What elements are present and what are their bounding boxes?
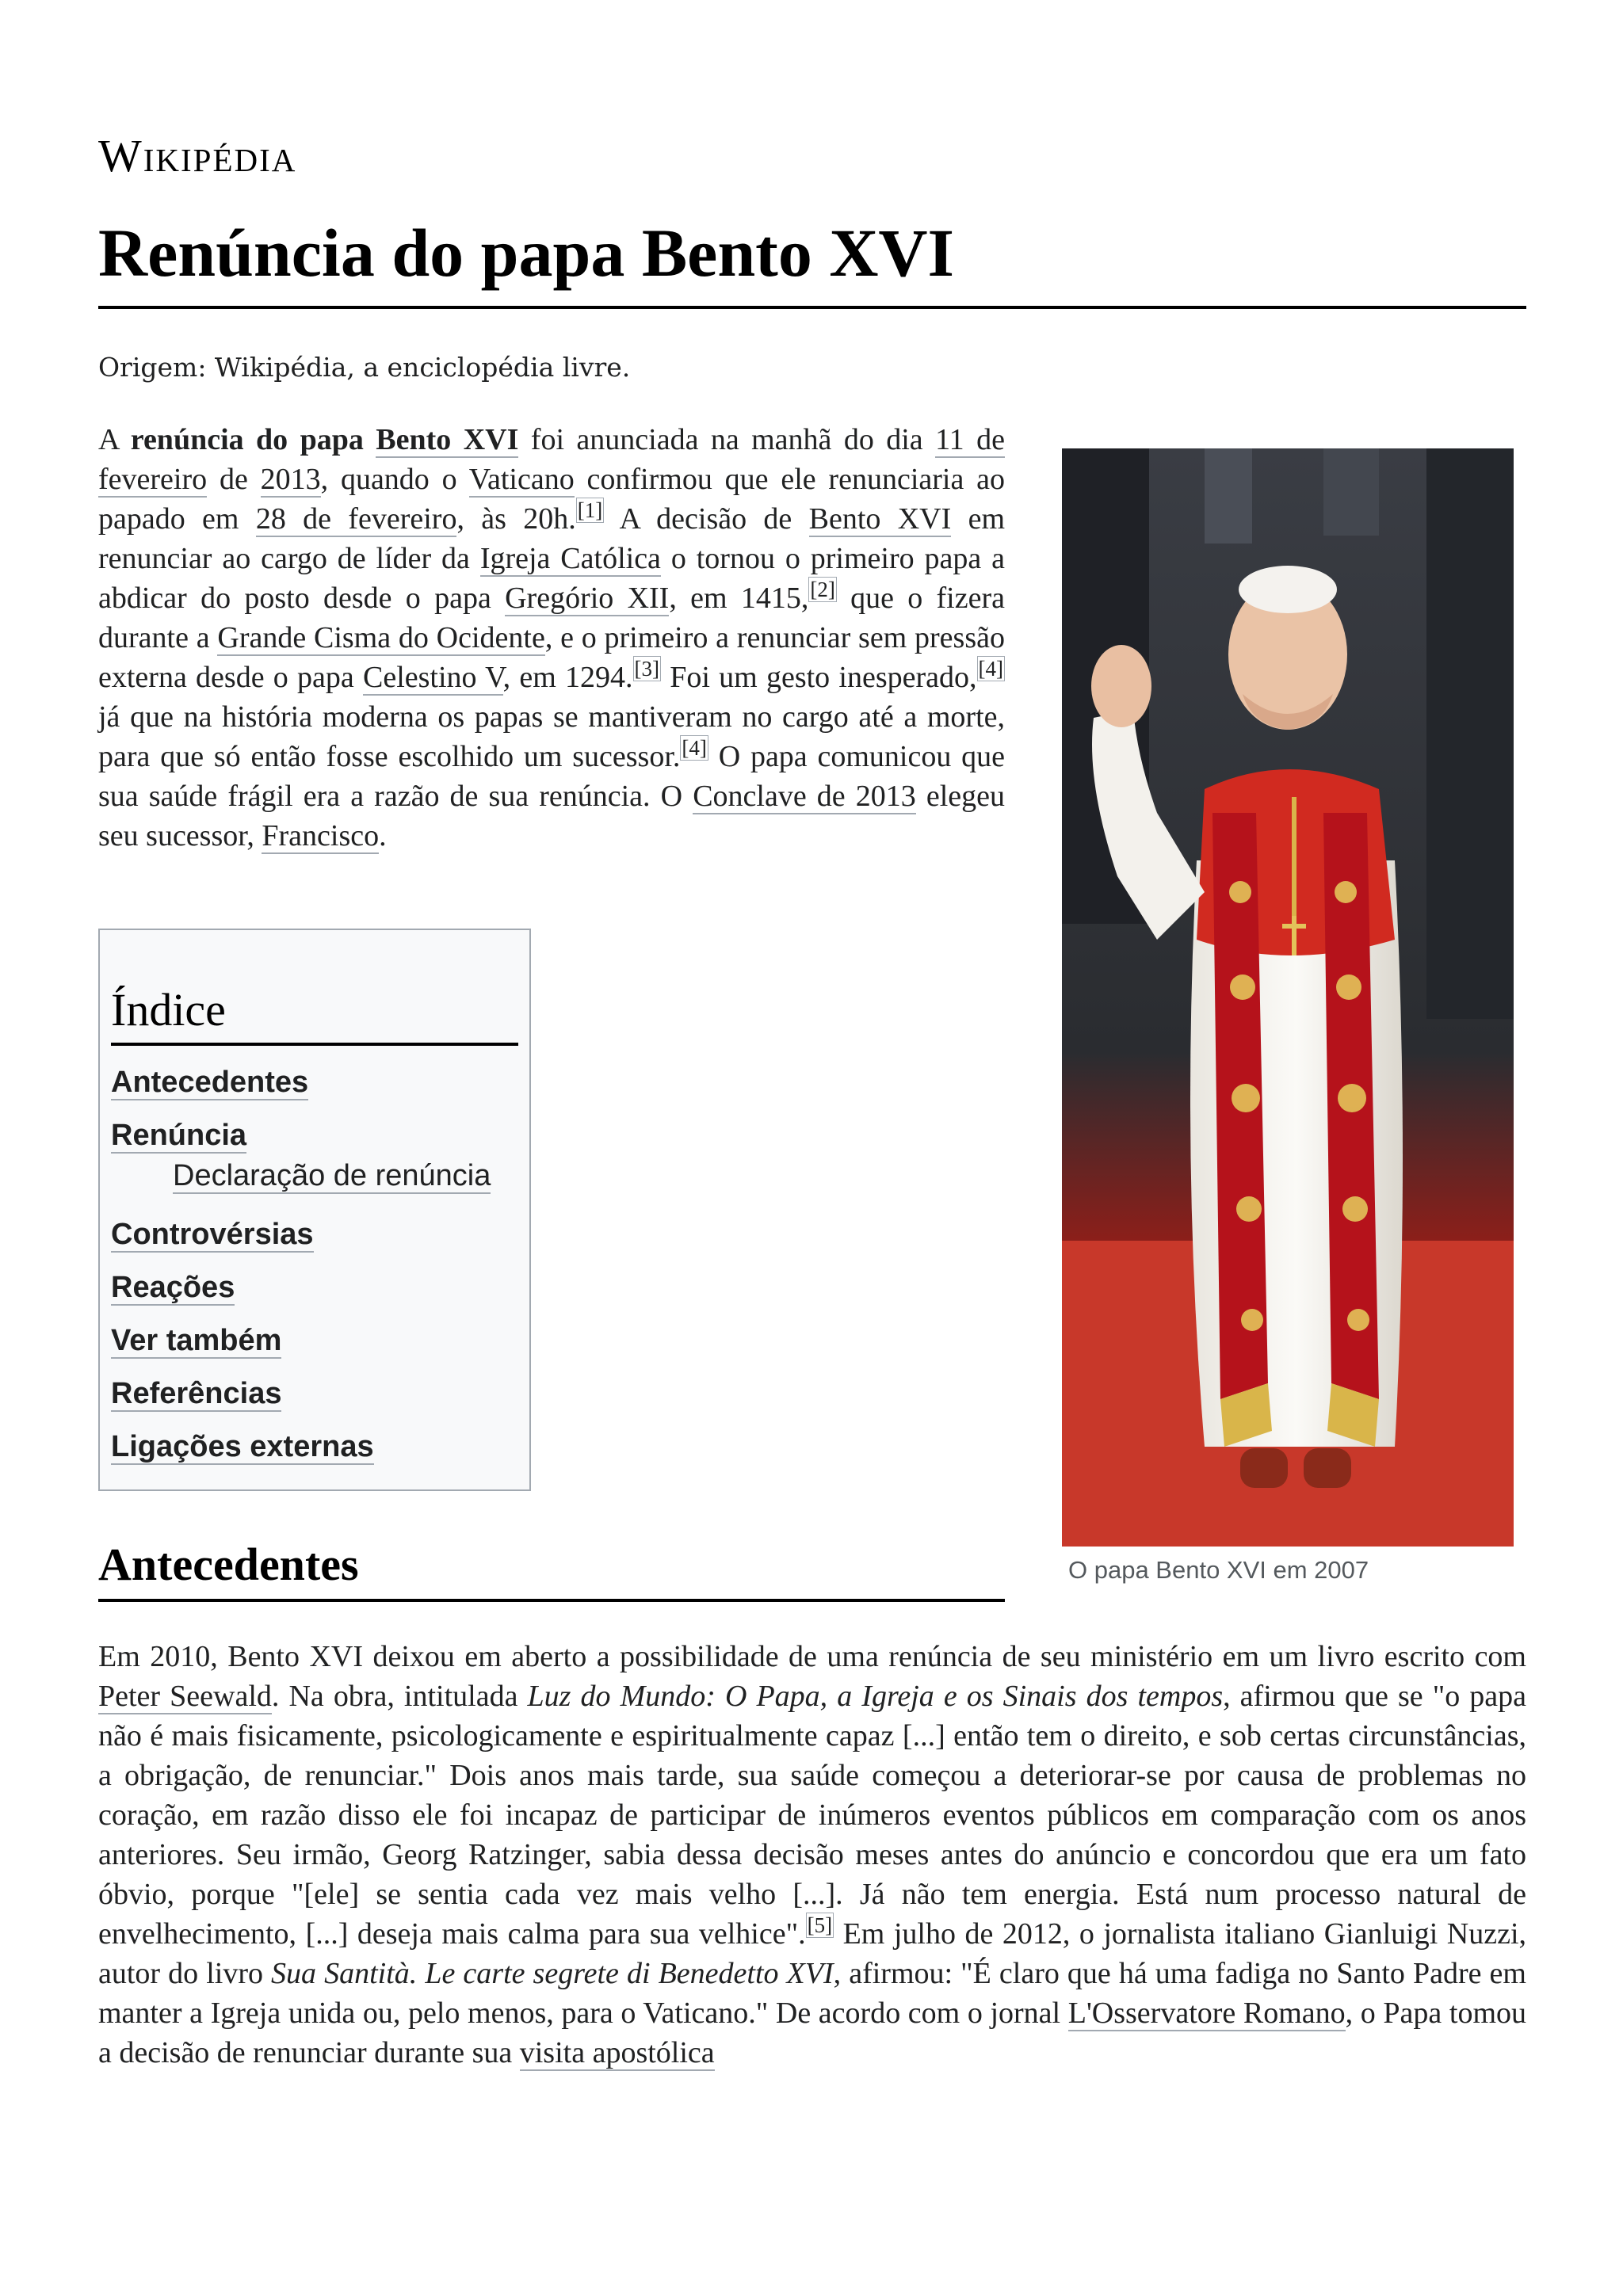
section-divider: [98, 1599, 1005, 1602]
figure-caption: O papa Bento XVI em 2007: [1068, 1556, 1369, 1584]
toc-item-reacoes[interactable]: Reações: [111, 1271, 235, 1304]
ref-1[interactable]: [1]: [577, 498, 603, 522]
toc-item-declaracao[interactable]: Declaração de renúncia: [173, 1159, 491, 1192]
page-title: Renúncia do papa Bento XVI: [98, 215, 954, 291]
link-peter-seewald[interactable]: Peter Seewald: [98, 1680, 272, 1713]
toc-item-renuncia[interactable]: Renúncia Declaração de renúncia: [111, 1118, 518, 1199]
link-osservatore-romano[interactable]: L'Osservatore Romano: [1067, 1997, 1346, 2030]
link-11-fevereiro[interactable]: 11 de fevereiro: [98, 423, 1005, 496]
toc-sublist: [111, 1153, 518, 1199]
toc-item-ver-tambem[interactable]: Ver também: [111, 1324, 282, 1357]
toc-item-ligacoes-externas[interactable]: Ligações externas: [111, 1430, 374, 1463]
bold-term: renúncia do papa: [130, 423, 376, 456]
link-bento-xvi-2[interactable]: Bento XVI: [808, 502, 952, 536]
infobox-figure: [1062, 448, 1514, 1585]
ref-4[interactable]: [4]: [978, 657, 1003, 681]
link-francisco[interactable]: Francisco: [262, 819, 380, 852]
lead-paragraph: A renúncia do papa Bento XVI foi anunciada na manhã do dia 11 de fevereiro de 2013, quando o Vaticano confirmou que ele renunciaria ao papado em 28 de fevereiro, às 20h.[1] A decisão de Bento XVI em renunciar ao cargo de líder da Igreja Católica o tornou o primeiro papa a abdicar do posto desde o papa Gregório XII, em 1415,[2] que o fizera durante a Grande Cisma do Ocidente, e o primeiro a renunciar sem pressão externa desde o papa Celestino V, em 1294.[3] Foi um gesto inesperado,[4] já que na história moderna os papas se mantiveram no cargo até a morte, para que só então fosse escolhido um sucessor.[4] O papa comunicou que sua saúde frágil era a razão de sua renúncia. O Conclave de 2013 elegeu seu sucessor, Francisco.: [98, 423, 1005, 852]
link-grande-cisma[interactable]: Grande Cisma do Ocidente: [217, 621, 545, 654]
toc-item-referencias[interactable]: Referências: [111, 1377, 282, 1410]
table-of-contents: [98, 929, 531, 1491]
toc-list: [111, 1065, 518, 1464]
link-28-fevereiro[interactable]: 28 de fevereiro: [255, 502, 457, 536]
toc-item-controversias[interactable]: Controvérsias: [111, 1218, 314, 1251]
link-celestino-v[interactable]: Celestino V: [363, 661, 503, 694]
antecedentes-paragraph: Em 2010, Bento XVI deixou em aberto a possibilidade de uma renúncia de seu ministério em um livro escrito com Peter Seewald. Na obra, intitulada Luz do Mundo: O Papa, a Igreja e os Sinais dos tempos, afirmou que se "o papa não é mais fisicamente, psicologicamente e espiritualmente capaz [...] então tem o direito, e sob certas circunstâncias, a obrigação, de renunciar." Dois anos mais tarde, sua saúde começou a deteriorar-se por causa de problemas no coração, em razão disso ele foi incapaz de participar de inúmeros eventos públicos em comparação com os anos anteriores. Seu irmão, Georg Ratzinger, sabia dessa decisão meses antes do anúncio e concordou que era um fato óbvio, porque "[ele] se sentia cada vez mais velho [...]. Já não tem energia. Está num processo natural de envelhecimento, [...] deseja mais calma para sua velhice".[5] Em julho de 2012, o jornalista italiano Gianluigi Nuzzi, autor do livro Sua Santità. Le carte segrete di Benedetto XVI, afirmou: "É claro que há uma fadiga no Santo Padre em manter a Igreja unida ou, pelo menos, para o Vaticano." De acordo com o jornal L'Osservatore Romano, o Papa tomou a decisão de renunciar durante sua visita apostólica: [98, 1640, 1527, 2069]
link-2013[interactable]: 2013: [260, 463, 321, 496]
book-title-sua-santita: Sua Santità. Le carte segrete di Benedetto XVI: [271, 1957, 834, 1990]
link-igreja-catolica[interactable]: Igreja Católica: [479, 542, 661, 575]
link-vaticano[interactable]: Vaticano: [468, 463, 575, 496]
link-visita-apostolica[interactable]: visita apostólica: [519, 2036, 715, 2069]
ref-2[interactable]: [2]: [810, 578, 835, 601]
section-heading-antecedentes: Antecedentes: [98, 1539, 359, 1590]
link-gregorio-xii[interactable]: Gregório XII: [505, 582, 670, 615]
title-divider: [98, 306, 1526, 309]
link-bento-xvi[interactable]: Bento XVI: [376, 423, 519, 456]
toc-item-antecedentes[interactable]: Antecedentes: [111, 1066, 309, 1099]
ref-4-b[interactable]: [4]: [682, 736, 707, 760]
ref-5[interactable]: [5]: [807, 1913, 833, 1937]
pope-photo[interactable]: [1062, 448, 1514, 1547]
origin-note: Origem: Wikipédia, a enciclopédia livre.: [98, 352, 631, 383]
ref-3[interactable]: [3]: [634, 657, 660, 681]
toc-title: Índice: [111, 987, 518, 1046]
link-conclave-2013[interactable]: Conclave de 2013: [693, 780, 916, 813]
wikipedia-wordmark[interactable]: Wikipédia: [98, 130, 297, 181]
book-title-luz: Luz do Mundo: O Papa, a Igreja e os Sinais dos tempos: [527, 1680, 1224, 1713]
